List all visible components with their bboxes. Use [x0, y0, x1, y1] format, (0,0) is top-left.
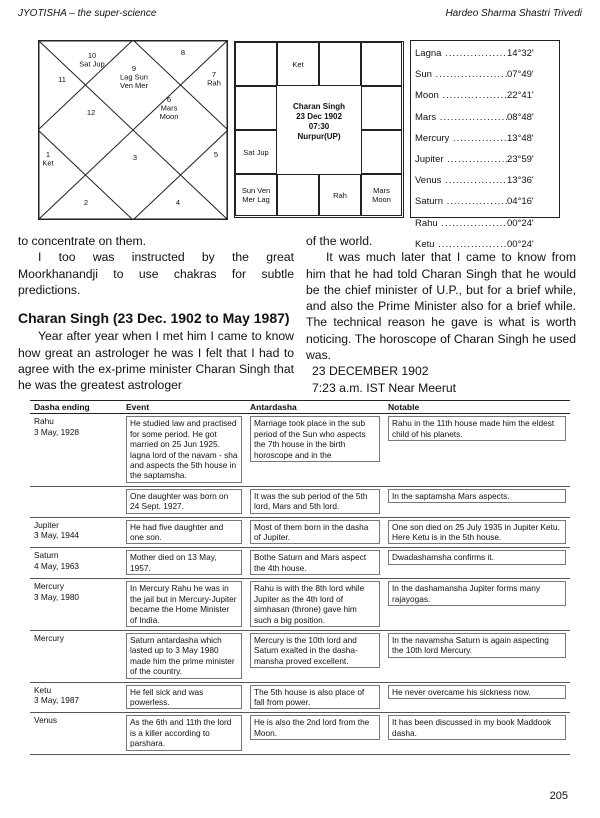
south-cell-10 — [235, 174, 277, 216]
table-cell: Mercury is the 10th lord and Saturn exalted in the dasha-mansha proved excellent. — [246, 630, 384, 682]
table-cell: In the dashamansha Jupiter forms many rajayogas. — [384, 579, 570, 631]
south-cell-2 — [277, 42, 319, 86]
left-column — [18, 233, 294, 394]
table-cell: Saturn 4 May, 1963 — [30, 548, 122, 579]
table-cell: As the 6th and 11th the lord is a killer according to parshara. — [122, 713, 246, 754]
page-number: 205 — [549, 790, 568, 802]
planet-row — [415, 43, 555, 64]
column-header: Dasha ending — [30, 401, 122, 414]
planet-name: Jupiter ..... — [415, 149, 507, 170]
planet-name: Mercury ..... — [415, 128, 507, 149]
planet-name: Lagna ..... — [415, 43, 507, 64]
south-cell-5 — [361, 86, 402, 130]
table-cell: Rahu in the 11th house made him the eldest child of his planets. — [384, 414, 570, 486]
running-header-left: JYOTISHA – the super-science — [18, 8, 157, 19]
south-cell-1 — [235, 42, 277, 86]
table-cell: Marriage took place in the sub period of the Sun who aspects the 7th house in the birth horoscope and in the — [246, 414, 384, 486]
table-cell: Jupiter 3 May, 1944 — [30, 517, 122, 548]
table-cell: Saturn antardasha which lasted up to 3 May 1980 made him the prime minister of the country. — [122, 630, 246, 682]
table-row — [30, 579, 570, 631]
table-cell: One son died on 25 July 1935 in Jupiter Ketu. Here Ketu is in the 5th house. — [384, 517, 570, 548]
para-instructed: I too was instructed by the great Moorkhanandji to use chakras for subtle predictions. — [18, 250, 294, 297]
south-sunvenmerlag: Sun Ven Mer Lag — [241, 186, 271, 204]
south-cell-12 — [235, 86, 277, 130]
north-indian-chart — [38, 40, 228, 220]
table-cell: Mercury 3 May, 1980 — [30, 579, 122, 631]
table-cell: In the navamsha Saturn is again aspecting the 10th lord Mercury. — [384, 630, 570, 682]
house-7: 7 Rah — [207, 70, 221, 88]
birth-time: 7:23 a.m. IST Near Meerut — [312, 380, 457, 395]
planet-row — [415, 128, 555, 149]
column-header: Event — [122, 401, 246, 414]
planet-name: Sun ..... — [415, 64, 507, 85]
table-cell: He studied law and practised for some period. He got married on 25 Jun 1925. lagna lord of the navam - sha and aspects the 5th house in the saptamsha. — [122, 414, 246, 486]
planet-degree: 07°49' — [507, 69, 534, 81]
table-cell: Bothe Saturn and Mars aspect the 4th house. — [246, 548, 384, 579]
planet-row — [415, 191, 555, 212]
planet-name: Venus ..... — [415, 170, 507, 191]
para-year-after-year: Year after year when I met him I came to know how great an astrologer he was I felt that I had to agree with the ex-prime minister Charan Singh that he was the greatest astrologer — [18, 329, 294, 393]
house-2: 2 — [83, 198, 89, 207]
south-satjup: Sat Jup — [243, 147, 269, 157]
table-cell: Rahu 3 May, 1928 — [30, 414, 122, 486]
planet-row — [415, 149, 555, 170]
south-cell-11 — [235, 130, 277, 174]
table-cell: Mother died on 13 May, 1957. — [122, 548, 246, 579]
house-9: 9 Lag Sun Ven Mer — [120, 64, 148, 90]
table-row — [30, 517, 570, 548]
table-cell: In the saptamsha Mars aspects. — [384, 486, 570, 517]
para-of-the-world: of the world. — [306, 234, 373, 248]
para-concentrate: to concentrate on them. — [18, 234, 147, 248]
planet-row — [415, 85, 555, 106]
table-cell — [30, 486, 122, 517]
house-5: 5 — [213, 150, 219, 159]
planet-degree: 08°48' — [507, 111, 534, 123]
south-indian-chart — [234, 41, 404, 218]
south-ket: Ket — [292, 59, 304, 69]
house-1: 1 Ket — [42, 150, 54, 168]
dasha-table — [30, 400, 570, 755]
planet-name: Rahu ..... — [415, 213, 507, 234]
table-cell: Ketu 3 May, 1987 — [30, 682, 122, 713]
table-cell: Dwadashamsha confirms it. — [384, 548, 570, 579]
south-cell-7 — [361, 174, 402, 216]
para-much-later: It was much later that I came to know from him that he had told Charan Singh that he would be the chief minister of U.P., but for a brief while, and also the Prime Minister also for a brief while. The technical reason he gave is what is worth noticing. The horoscope of Charan Singh he used was. — [306, 250, 576, 363]
table-cell: Mercury — [30, 630, 122, 682]
planet-degree: 22°41' — [507, 90, 534, 102]
table-row — [30, 713, 570, 754]
planet-degree: 13°48' — [507, 132, 534, 144]
table-cell: One daughter was born on 24 Sept. 1927. — [122, 486, 246, 517]
table-cell: Rahu is with the 8th lord while Jupiter as the 4th lord of simhasan (throne) gave him such a big position. — [246, 579, 384, 631]
table-row — [30, 630, 570, 682]
column-header: Notable — [384, 401, 570, 414]
planet-name: Saturn ..... — [415, 191, 507, 212]
south-marsmoon: Mars Moon — [372, 186, 391, 204]
house-4: 4 — [175, 198, 181, 207]
planet-degree: 13°36' — [507, 175, 534, 187]
house-12: 12 — [86, 108, 96, 117]
table-row — [30, 682, 570, 713]
planet-name: Ketu ..... — [415, 234, 507, 255]
south-cell-9 — [277, 174, 319, 216]
table-cell: It has been discussed in my book Maddook dasha. — [384, 713, 570, 754]
house-11: 11 — [58, 75, 66, 84]
right-column — [306, 233, 576, 396]
planet-degree: 23°59' — [507, 153, 534, 165]
south-cell-6 — [361, 130, 402, 174]
table-cell: He had five daughter and one son. — [122, 517, 246, 548]
south-cell-8 — [319, 174, 361, 216]
column-header: Antardasha — [246, 401, 384, 414]
section-heading: Charan Singh (23 Dec. 1902 to May 1987) — [18, 310, 290, 327]
planet-row — [415, 213, 555, 234]
house-8: 8 — [180, 48, 186, 57]
south-rah: Rah — [333, 190, 347, 200]
table-cell: The 5th house is also place of fall from power. — [246, 682, 384, 713]
table-cell: It was the sub period of the 5th lord, Mars and 5th lord. — [246, 486, 384, 517]
planet-degree: 04°16' — [507, 196, 534, 208]
table-cell: Venus — [30, 713, 122, 754]
planet-degree: 00°24' — [507, 217, 534, 229]
planet-name: Mars ..... — [415, 107, 507, 128]
table-cell: Most of them born in the dasha of Jupiter. — [246, 517, 384, 548]
south-cell-3 — [319, 42, 361, 86]
planet-longitudes-table — [410, 40, 560, 250]
table-row — [30, 414, 570, 486]
table-cell: In Mercury Rahu he was in the jail but in Mercury-Jupiter became the Home Minister of India. — [122, 579, 246, 631]
table-row — [30, 548, 570, 579]
birth-date: 23 DECEMBER 1902 — [312, 364, 429, 379]
table-cell: He never overcame his sickness now. — [384, 682, 570, 713]
table-cell: He is also the 2nd lord from the Moon. — [246, 713, 384, 754]
running-header-right: Hardeo Sharma Shastri Trivedi — [445, 8, 582, 19]
house-6: 6 Mars Moon — [159, 95, 179, 121]
house-10: 10 Sat Jup — [79, 51, 105, 69]
table-cell: He fell sick and was powerless. — [122, 682, 246, 713]
planet-row — [415, 107, 555, 128]
south-chart-center: Charan Singh 23 Dec 1902 07:30 Nurpur(UP) — [292, 102, 345, 141]
planet-degree: 14°32' — [507, 48, 534, 59]
planet-degree: 00°24' — [507, 238, 534, 250]
table-row — [30, 486, 570, 517]
planet-name: Moon ..... — [415, 85, 507, 106]
house-3: 3 — [132, 153, 138, 162]
planet-row — [415, 170, 555, 191]
planet-row — [415, 64, 555, 85]
south-cell-4 — [361, 42, 402, 86]
